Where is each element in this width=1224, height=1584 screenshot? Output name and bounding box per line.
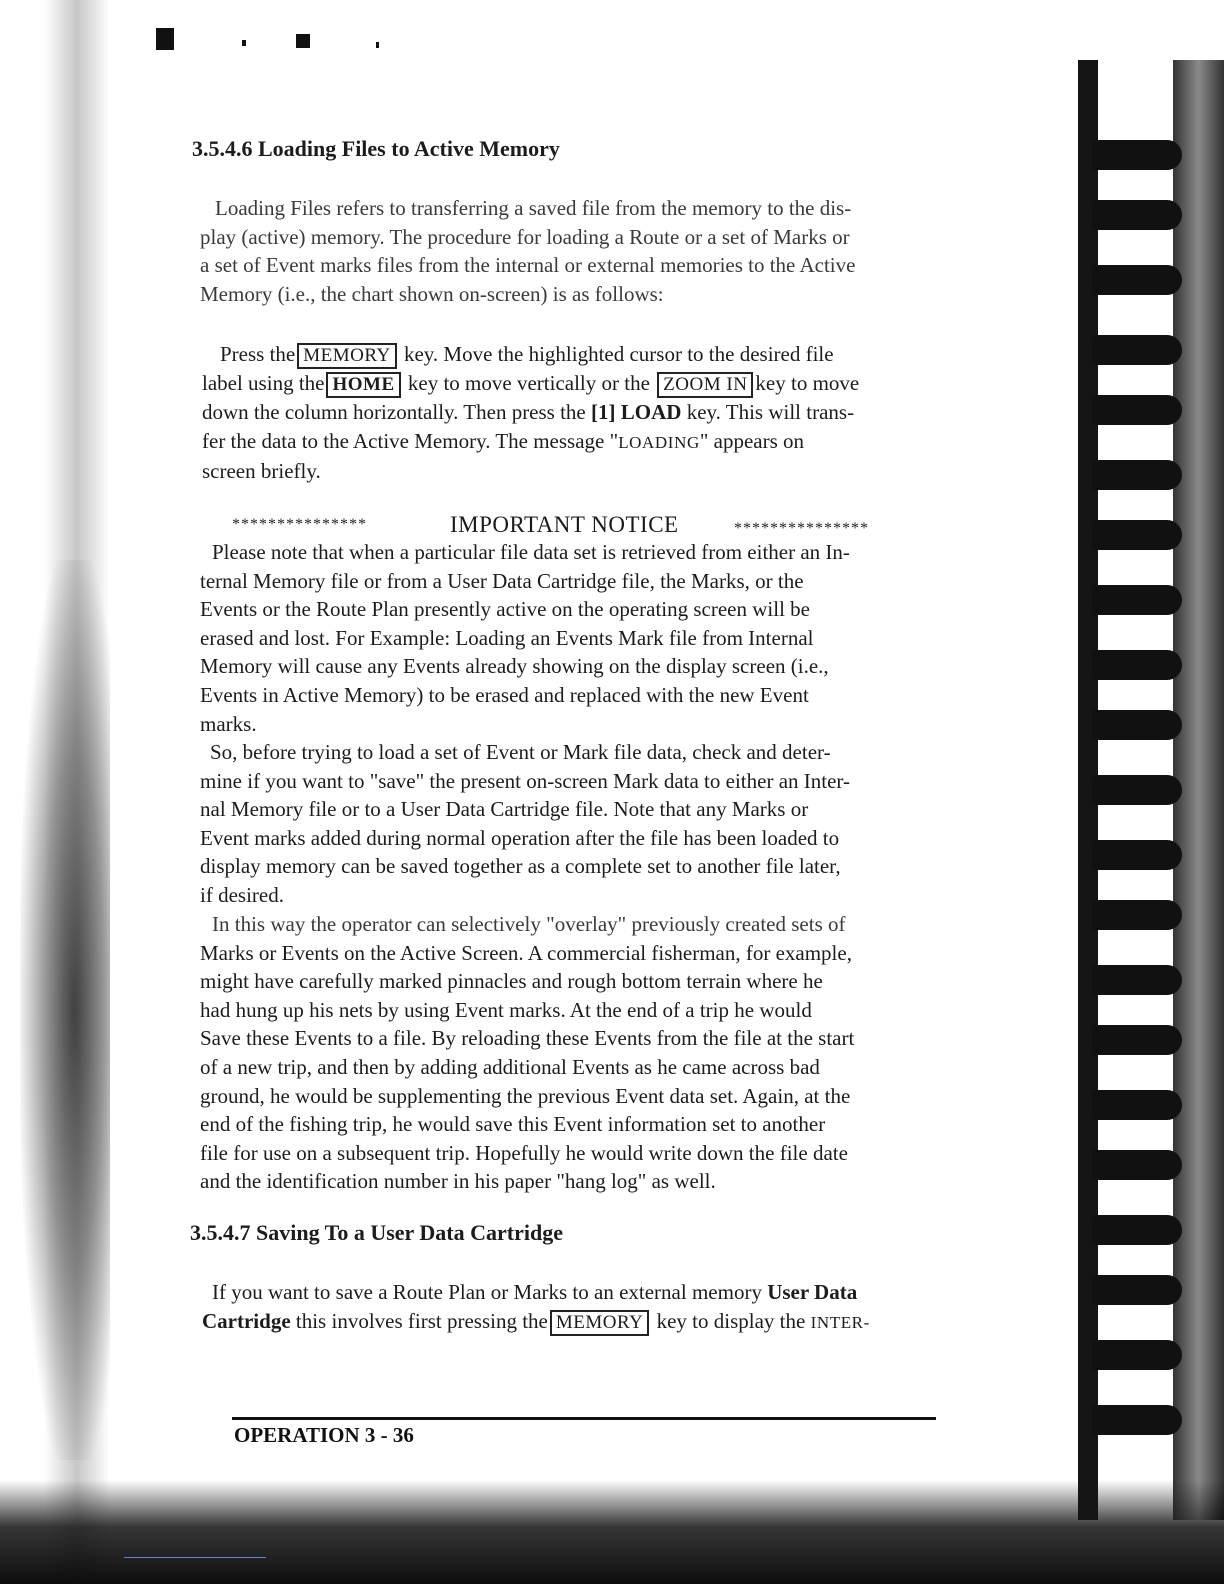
text-span: Press the (220, 342, 296, 366)
left-edge-dark-scan (20, 560, 110, 1460)
home-key-label: HOME (326, 372, 400, 398)
section-heading-text: 3.5.4.7 Saving To a User Data Cartridge (190, 1220, 563, 1245)
paragraph-line: play (active) memory. The procedure for loading a Route or a set of Marks or (200, 224, 850, 249)
paragraph-line: In this way the operator can selectively "overlay" previously created sets of (212, 912, 846, 936)
paragraph-line: end of the fishing trip, he would save this Event information set to another (200, 1112, 826, 1137)
zoom-in-key-label: ZOOM IN (657, 372, 753, 398)
notice-title: IMPORTANT NOTICE (450, 512, 679, 537)
intro-paragraph (200, 194, 855, 308)
binding-ring (1092, 775, 1182, 805)
binding-ring (1092, 265, 1182, 295)
paragraph-line (202, 1278, 870, 1307)
cartridge-bold: Cartridge (202, 1308, 291, 1333)
text-span: If you want to save a Route Plan or Marks to an external memory (212, 1280, 762, 1304)
binding-ring (1092, 1025, 1182, 1055)
binding-ring (1092, 585, 1182, 615)
paragraph-line: Save these Events to a file. By reloading these Events from the file at the start (200, 1026, 855, 1051)
paragraph-line: ground, he would be supplementing the previous Event data set. Again, at the (200, 1083, 851, 1108)
paragraph-line: had hung up his nets by using Event marks. At the end of a trip he would (200, 997, 812, 1022)
paragraph-line: marks. (200, 711, 257, 736)
binding-ring (1092, 140, 1182, 170)
paragraph-line: Please note that when a particular file data set is retrieved from either an In- (212, 540, 850, 564)
binding-ring (1092, 1090, 1182, 1120)
binding-ring (1092, 840, 1182, 870)
text-span: key to move vertically or the (407, 371, 650, 395)
top-scan-mark (296, 34, 310, 48)
memory-key-label: MEMORY (550, 1310, 649, 1336)
paragraph-line: display memory can be saved together as a complete set to another file later, (200, 854, 841, 879)
paragraph-line: file for use on a subsequent trip. Hopefully he would write down the file date (200, 1140, 848, 1165)
paragraph-line: and the identification number in his paper "hang log" as well. (200, 1169, 716, 1194)
notice-paragraph-3 (200, 910, 854, 1196)
paragraph-line: screen briefly. (202, 459, 321, 484)
paragraph-line: mine if you want to "save" the present on-screen Mark data to either an Inter- (200, 768, 850, 793)
binding-ring (1092, 1150, 1182, 1180)
paragraph-line (202, 340, 859, 369)
binding-ring (1092, 710, 1182, 740)
binding-ring (1092, 520, 1182, 550)
spiral-binding (1078, 60, 1224, 1520)
text-span: key to display the (656, 1308, 806, 1333)
binding-ring (1092, 1340, 1182, 1370)
paragraph-line: of a new trip, and then by adding additional Events as he came across bad (200, 1054, 820, 1079)
paragraph-line (202, 1307, 870, 1338)
binding-ring (1092, 1215, 1182, 1245)
paragraph-line: ternal Memory file or from a User Data Cartridge file, the Marks, or the (200, 568, 804, 593)
paragraph-line: Marks or Events on the Active Screen. A commercial fisherman, for example, (200, 940, 852, 965)
steps-paragraph (202, 340, 859, 486)
paragraph-line: Events or the Route Plan presently active on the operating screen will be (200, 597, 810, 622)
binding-ring (1092, 900, 1182, 930)
paragraph-line (202, 398, 859, 427)
text-span: fer the data to the Active Memory. The message " (202, 428, 619, 453)
paragraph-line: Memory (i.e., the chart shown on-screen) is as follows: (200, 281, 664, 306)
paragraph-line: might have carefully marked pinnacles and rough bottom terrain where he (200, 969, 823, 994)
paragraph-line: a set of Event marks files from the internal or external memories to the Active (200, 253, 856, 278)
binding-ring (1092, 1275, 1182, 1305)
loading-message: LOADING (618, 432, 700, 452)
text-span: " appears on (699, 428, 805, 453)
notice-paragraph-1 (200, 538, 850, 738)
text-span: key to move (755, 371, 860, 395)
binding-ring (1092, 200, 1182, 230)
paragraph-line: erased and lost. For Example: Loading an Events Mark file from Internal (200, 625, 814, 650)
scan-artifact-line (124, 1557, 266, 1558)
user-data-bold: User Data (767, 1280, 858, 1304)
binding-ring (1092, 1405, 1182, 1435)
top-scan-mark (376, 42, 379, 48)
stars-left: *************** (232, 516, 367, 533)
inter-smallcaps: INTER- (810, 1312, 870, 1332)
stars-right: *************** (734, 520, 869, 537)
top-scan-mark (156, 28, 174, 50)
paragraph-line: Events in Active Memory) to be erased and replaced with the new Event (200, 682, 809, 707)
paragraph-line: So, before trying to load a set of Event or Mark file data, check and deter- (210, 740, 831, 764)
paragraph-line: if desired. (200, 882, 284, 907)
text-span: this involves first pressing the (295, 1308, 548, 1333)
text-span: label using the (202, 371, 325, 395)
cartridge-paragraph (202, 1278, 870, 1337)
bottom-edge-shadow (0, 1480, 1224, 1584)
section-heading-3547 (190, 1220, 563, 1246)
paragraph-line (202, 369, 859, 398)
notice-paragraph-2 (200, 738, 850, 910)
section-heading-3546 (192, 136, 560, 162)
section-heading-text: 3.5.4.6 Loading Files to Active Memory (192, 136, 560, 161)
text-span: key. This will trans- (686, 400, 855, 424)
paragraph-line: Event marks added during normal operation after the file has been loaded to (200, 825, 840, 850)
paragraph-line: Memory will cause any Events already showing on the display screen (i.e., (200, 654, 829, 679)
binding-ring (1092, 335, 1182, 365)
binding-ring (1092, 650, 1182, 680)
footer-rule (232, 1417, 936, 1420)
page-footer: OPERATION 3 - 36 (234, 1423, 414, 1447)
binding-ring (1092, 395, 1182, 425)
memory-key-label: MEMORY (297, 343, 396, 369)
load-key-label: [1] LOAD (591, 400, 682, 424)
text-span: key. Move the highlighted cursor to the desired file (403, 342, 834, 366)
top-scan-mark (242, 40, 246, 46)
paragraph-line: nal Memory file or to a User Data Cartridge file. Note that any Marks or (200, 797, 809, 822)
text-span: down the column horizontally. Then press the (202, 400, 586, 424)
paragraph-line (202, 427, 859, 458)
binding-ring (1092, 965, 1182, 995)
paragraph-line: Loading Files refers to transferring a saved file from the memory to the dis- (215, 196, 852, 220)
binding-ring (1092, 460, 1182, 490)
